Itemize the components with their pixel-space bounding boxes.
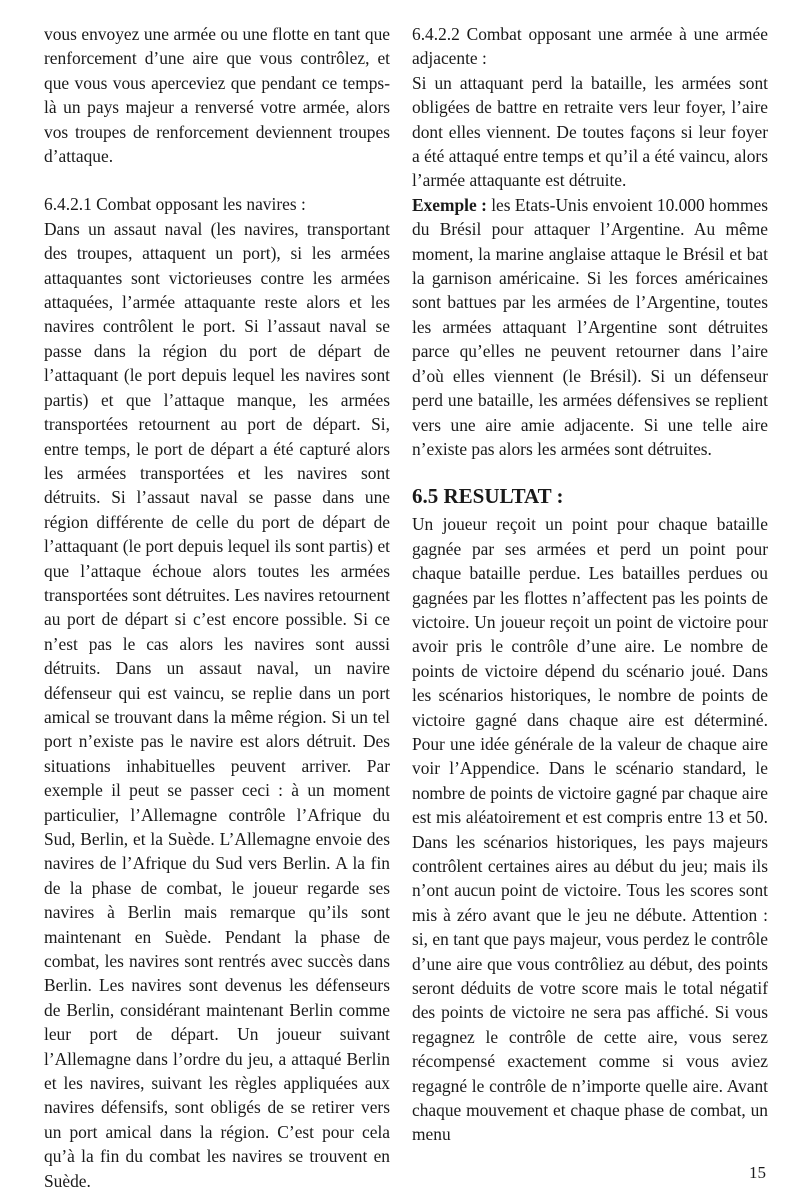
result-paragraph: Un joueur reçoit un point pour chaque bataille gagnée par ses armées et perd un point pour chaque bataille perdue. Les batailles perdues ou gagnées par les flottes n’affectent pas les points de victoire. Un joueur reçoit un point de victoire pour avoir pris le contrôle d’une aire. Le nombre de points de victoire dépend du scénario joué. Dans les scénarios historiques, le nombre de points de victoire gagné dans chaque aire est déterminé. Pour une idée générale de la valeur de chaque aire voir l’Appendice. Dans le scénario standard, le nombre de points de victoire gagné par chaque aire est mis aléatoirement et est compris entre 13 et 50. Dans les scénarios historiques, les pays majeurs contrôlent certaines aires au début du jeu; mais ils n’ont aucun point de victoire. Tous les scores sont mis à zéro avant que le jeu ne débute. Attention : si, en tant que pays majeur, vous perdez le contrôle d’une aire que vous contrôliez au début, des points seront déduits de votre score mais le total négatif des points de victoire ne sera pas affiché. Si vous regagnez le contrôle de cette aire, vous serez récompensé exactement comme si vous aviez regagné le contrôle de n’importe quelle aire. Avant chaque mouvement et chaque phase de combat, un menu bbox=[412, 514, 768, 1145]
intro-paragraph: vous envoyez une armée ou une flotte en tant que renforcement d’une aire que vous contrôlez, et que vous vous aperceviez que pendant ce temps-là un pays majeur a renversé votre armée, alors vos troupes de renforcement deviennent troupes d’attaque. bbox=[44, 24, 390, 167]
left-column bbox=[44, 22, 390, 1193]
naval-combat-paragraph: Dans un assaut naval (les navires, transportant des troupes, attaquent un port), si les armées attaquantes sont victorieuses contre les armées attaquées, l’armée attaquante reste alors et les navires contrôlent le port. Si l’assaut naval se passe dans la région du port de départ de l’attaquant (le port depuis lequel les navires sont partis) et que l’attaque manque, les armées transportées retournent au port de départ. Si, entre temps, le port de départ a été capturé alors les armées transportées et les navires sont détruits. Si l’assaut naval se passe dans une région différente de celle du port de départ de l’attaquant (le port depuis lequel ils sont partis) et que l’attaque échoue alors toutes les armées transportées sont détruites. Les navires retournent au port de départ si c’est encore possible. Si ce n’est pas le cas alors les navires sont aussi détruits. Dans un assaut naval, un navire défenseur qui est vaincu, se replie dans un port amical se trouvant dans la même région. Si un tel port n’existe pas le navire est alors détruit. Des situations inhabituelles peuvent arriver. Par exemple il peut se passer ceci : à un moment particulier, l’Allemagne contrôle l’Afrique du Sud, Berlin, et la Suède. L’Allemagne envoie des navires de l’Afrique du Sud vers Berlin. A la fin de la phase de combat, le joueur regarde ses navires à Berlin mais remarque qu’ils sont maintenant en Suède. Pendant la phase de combat, les navires sont rentrés avec succès dans Berlin. Les navires sont devenus les défenseurs de Berlin, considérant maintenant Berlin comme leur port de départ. Un joueur suivant l’Allemagne dans l’ordre du jeu, a attaqué Berlin et les navires, suivant les règles appliquées aux navires défensifs, sont obligés de se retirer vers un port amical dans la région. C’est pour cela qu’à la fin du combat les navires se trouvent en Suède. bbox=[44, 218, 390, 1191]
example-label: Exemple : bbox=[412, 194, 487, 215]
page-number: 15 bbox=[749, 1163, 766, 1182]
right-column bbox=[412, 22, 768, 1147]
section-title-naval-combat: 6.4.2.1 Combat opposant les navires : bbox=[44, 194, 306, 215]
section-title-army-combat: 6.4.2.2 Combat opposant une armée à une armée adjacente : bbox=[412, 24, 768, 69]
example-text: les Etats-Unis envoient 10.000 hommes du Brésil pour attaquer l’Argentine. Au même moment, la marine anglaise attaque le Brésil et bat la garnison américaine. Si les forces américaines sont battues par les armées de l’Argentine, toutes les armées attaquant l’Argentine sont détruites parce qu’elles ne peuvent retourner dans l’aire d’où elles viennent (le Brésil). Si un défenseur perd une bataille, les armées défensives se replient vers une aire amie adjacente. Si une telle aire n’existe pas alors les armées sont détruites. bbox=[412, 194, 768, 459]
retreat-paragraph: Si un attaquant perd la bataille, les armées sont obligées de battre en retraite vers leur foyer, l’aire dont elles viennent. De toutes façons si leur foyer a été attaqué entre temps et qu’il a été vaincu, alors l’armée attaquante est détruite. bbox=[412, 72, 768, 191]
example-paragraph bbox=[412, 193, 768, 461]
section-heading-result: 6.5 RESULTAT : bbox=[412, 484, 564, 509]
